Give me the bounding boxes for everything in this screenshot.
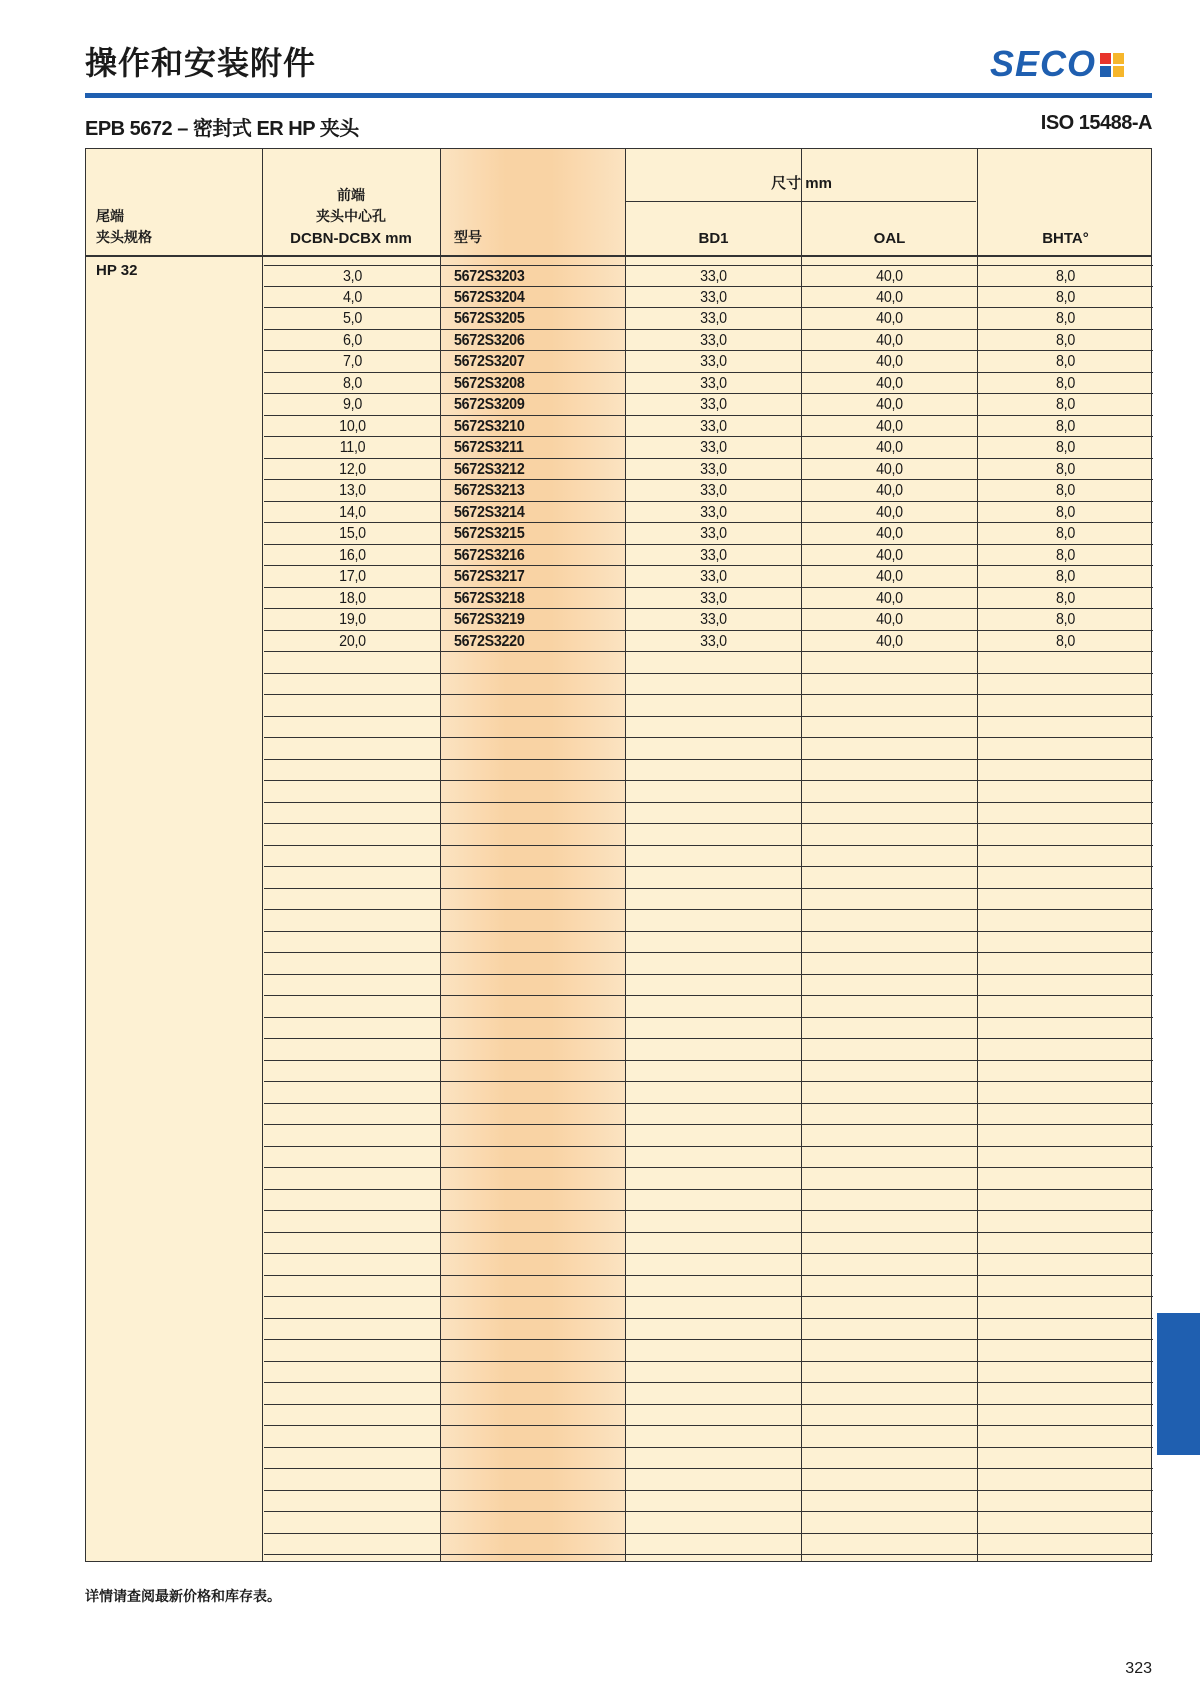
header-dimensions: 尺寸 mm bbox=[771, 175, 832, 192]
table-row-empty bbox=[264, 1362, 1153, 1384]
table-row-empty bbox=[264, 717, 1153, 739]
table-row-empty bbox=[264, 695, 1153, 717]
model-cell: 5672S3218 bbox=[454, 589, 525, 607]
table-row-empty bbox=[264, 1426, 1153, 1448]
bd1-cell: 33,0 bbox=[700, 374, 727, 392]
header-rule bbox=[85, 93, 1152, 98]
oal-cell: 40,0 bbox=[876, 374, 903, 392]
oal-cell: 40,0 bbox=[876, 546, 903, 564]
table-row bbox=[264, 480, 1153, 502]
dimension-group-rule bbox=[626, 201, 976, 202]
table-row-empty bbox=[264, 1512, 1153, 1534]
bhta-cell: 8,0 bbox=[1055, 482, 1076, 499]
table-row-empty bbox=[264, 1469, 1153, 1491]
header-oal: OAL bbox=[873, 230, 906, 247]
diameter-cell: 3,0 bbox=[342, 268, 363, 285]
diameter-cell: 20,0 bbox=[339, 632, 366, 650]
bhta-cell: 8,0 bbox=[1055, 460, 1076, 478]
bd1-cell: 33,0 bbox=[700, 546, 727, 564]
bd1-cell: 33,0 bbox=[700, 417, 727, 435]
oal-cell: 40,0 bbox=[876, 525, 903, 542]
oal-cell: 40,0 bbox=[876, 611, 903, 628]
page-title: 操作和安装附件 bbox=[85, 44, 317, 82]
table-row bbox=[264, 566, 1153, 588]
diameter-cell: 17,0 bbox=[339, 568, 366, 585]
model-cell: 5672S3203 bbox=[454, 268, 525, 285]
bd1-cell: 33,0 bbox=[700, 396, 727, 413]
diameter-cell: 6,0 bbox=[342, 331, 363, 349]
footnote: 详情请查阅最新价格和库存表。 bbox=[85, 1589, 281, 1605]
oal-cell: 40,0 bbox=[876, 417, 903, 435]
bhta-cell: 8,0 bbox=[1055, 353, 1076, 370]
table-row-empty bbox=[264, 846, 1153, 868]
header-front-line3: DCBN-DCBX mm bbox=[290, 230, 412, 247]
bhta-cell: 8,0 bbox=[1055, 268, 1076, 285]
diameter-cell: 8,0 bbox=[342, 374, 363, 392]
table-row-empty bbox=[264, 1276, 1153, 1298]
column-divider bbox=[262, 149, 263, 1561]
table-row bbox=[264, 437, 1153, 459]
bhta-cell: 8,0 bbox=[1055, 589, 1076, 607]
table-row-empty bbox=[264, 674, 1153, 696]
header-model: 型号 bbox=[454, 230, 482, 246]
bd1-cell: 33,0 bbox=[700, 589, 727, 607]
table-row-empty bbox=[264, 803, 1153, 825]
bhta-cell: 8,0 bbox=[1055, 374, 1076, 392]
header-tail-line1: 尾端 bbox=[96, 209, 124, 225]
diameter-cell: 5,0 bbox=[342, 310, 363, 327]
table-row-empty bbox=[264, 760, 1153, 782]
oal-cell: 40,0 bbox=[876, 268, 903, 285]
table-row-empty bbox=[264, 1491, 1153, 1513]
page-number: 323 bbox=[1125, 1660, 1152, 1677]
oal-cell: 40,0 bbox=[876, 632, 903, 650]
model-cell: 5672S3214 bbox=[454, 503, 525, 521]
bd1-cell: 33,0 bbox=[700, 611, 727, 628]
bd1-cell: 33,0 bbox=[700, 482, 727, 499]
oal-cell: 40,0 bbox=[876, 568, 903, 585]
bd1-cell: 33,0 bbox=[700, 331, 727, 349]
table-row bbox=[264, 545, 1153, 567]
model-cell: 5672S3212 bbox=[454, 460, 525, 478]
table-row bbox=[264, 287, 1153, 309]
bd1-cell: 33,0 bbox=[700, 310, 727, 327]
bhta-cell: 8,0 bbox=[1055, 632, 1076, 650]
oal-cell: 40,0 bbox=[876, 331, 903, 349]
table-row-empty bbox=[264, 910, 1153, 932]
header-bottom-rule bbox=[86, 255, 1151, 257]
table-row-empty bbox=[264, 1104, 1153, 1126]
oal-cell: 40,0 bbox=[876, 310, 903, 327]
table-row-empty bbox=[264, 1448, 1153, 1470]
model-cell: 5672S3208 bbox=[454, 374, 525, 392]
table-row-empty bbox=[264, 975, 1153, 997]
table-row bbox=[264, 631, 1153, 653]
table-row-empty bbox=[264, 889, 1153, 911]
seco-logo bbox=[990, 45, 1124, 83]
header-bhta: BHTA° bbox=[1042, 230, 1089, 247]
iso-standard: ISO 15488-A bbox=[1040, 112, 1152, 134]
table-row-empty bbox=[264, 1039, 1153, 1061]
table-row bbox=[264, 394, 1153, 416]
product-table bbox=[85, 148, 1152, 1562]
table-row-empty bbox=[264, 1254, 1153, 1276]
bhta-cell: 8,0 bbox=[1055, 568, 1076, 585]
header-front-line2: 夹头中心孔 bbox=[316, 209, 386, 225]
oal-cell: 40,0 bbox=[876, 460, 903, 478]
table-row-empty bbox=[264, 996, 1153, 1018]
table-row-empty bbox=[264, 1233, 1153, 1255]
bd1-cell: 33,0 bbox=[700, 288, 727, 306]
oal-cell: 40,0 bbox=[876, 589, 903, 607]
oal-cell: 40,0 bbox=[876, 503, 903, 521]
bhta-cell: 8,0 bbox=[1055, 611, 1076, 628]
table-row-empty bbox=[264, 781, 1153, 803]
table-row-empty bbox=[264, 1534, 1153, 1556]
bd1-cell: 33,0 bbox=[700, 268, 727, 285]
table-row-empty bbox=[264, 932, 1153, 954]
table-row bbox=[264, 502, 1153, 524]
bd1-cell: 33,0 bbox=[700, 439, 727, 456]
table-row-empty bbox=[264, 652, 1153, 674]
table-row-empty bbox=[264, 1018, 1153, 1040]
bhta-cell: 8,0 bbox=[1055, 396, 1076, 413]
bhta-cell: 8,0 bbox=[1055, 310, 1076, 327]
oal-cell: 40,0 bbox=[876, 353, 903, 370]
oal-cell: 40,0 bbox=[876, 482, 903, 499]
bhta-cell: 8,0 bbox=[1055, 525, 1076, 542]
section-side-tab bbox=[1157, 1313, 1200, 1455]
model-cell: 5672S3215 bbox=[454, 525, 525, 542]
bhta-cell: 8,0 bbox=[1055, 546, 1076, 564]
table-row-empty bbox=[264, 1147, 1153, 1169]
table-row bbox=[264, 416, 1153, 438]
model-cell: 5672S3213 bbox=[454, 482, 525, 499]
bhta-cell: 8,0 bbox=[1055, 417, 1076, 435]
bhta-cell: 8,0 bbox=[1055, 439, 1076, 456]
diameter-cell: 7,0 bbox=[342, 353, 363, 370]
oal-cell: 40,0 bbox=[876, 439, 903, 456]
model-cell: 5672S3217 bbox=[454, 568, 525, 585]
table-row-empty bbox=[264, 1061, 1153, 1083]
bd1-cell: 33,0 bbox=[700, 632, 727, 650]
model-cell: 5672S3219 bbox=[454, 611, 525, 628]
oal-cell: 40,0 bbox=[876, 288, 903, 306]
series-label: HP 32 bbox=[96, 262, 138, 279]
bd1-cell: 33,0 bbox=[700, 525, 727, 542]
bhta-cell: 8,0 bbox=[1055, 288, 1076, 306]
table-row bbox=[264, 588, 1153, 610]
table-row bbox=[264, 265, 1153, 287]
model-cell: 5672S3205 bbox=[454, 310, 525, 327]
model-cell: 5672S3220 bbox=[454, 632, 525, 650]
model-cell: 5672S3209 bbox=[454, 396, 525, 413]
diameter-cell: 18,0 bbox=[339, 589, 366, 607]
diameter-cell: 19,0 bbox=[339, 611, 366, 628]
table-row-empty bbox=[264, 953, 1153, 975]
table-row-empty bbox=[264, 1190, 1153, 1212]
table-row-empty bbox=[264, 1405, 1153, 1427]
bd1-cell: 33,0 bbox=[700, 460, 727, 478]
table-row-empty bbox=[264, 1340, 1153, 1362]
table-row-empty bbox=[264, 867, 1153, 889]
table-row bbox=[264, 609, 1153, 631]
table-row-empty bbox=[264, 1082, 1153, 1104]
oal-cell: 40,0 bbox=[876, 396, 903, 413]
bd1-cell: 33,0 bbox=[700, 568, 727, 585]
model-cell: 5672S3211 bbox=[454, 439, 524, 456]
bhta-cell: 8,0 bbox=[1055, 503, 1076, 521]
table-row-empty bbox=[264, 824, 1153, 846]
table-row-empty bbox=[264, 1383, 1153, 1405]
table-row-empty bbox=[264, 738, 1153, 760]
diameter-cell: 13,0 bbox=[339, 482, 366, 499]
model-cell: 5672S3207 bbox=[454, 353, 525, 370]
table-row bbox=[264, 351, 1153, 373]
logo-squares-icon bbox=[1100, 53, 1124, 77]
diameter-cell: 4,0 bbox=[342, 288, 363, 306]
table-row-empty bbox=[264, 1319, 1153, 1341]
diameter-cell: 9,0 bbox=[342, 396, 363, 413]
header-bd1: BD1 bbox=[698, 230, 729, 247]
table-row bbox=[264, 308, 1153, 330]
model-cell: 5672S3204 bbox=[454, 288, 525, 306]
table-row bbox=[264, 459, 1153, 481]
model-cell: 5672S3216 bbox=[454, 546, 525, 564]
table-row-empty bbox=[264, 1168, 1153, 1190]
logo-text: SECO bbox=[990, 43, 1097, 84]
diameter-cell: 10,0 bbox=[339, 417, 366, 435]
model-cell: 5672S3206 bbox=[454, 331, 525, 349]
diameter-cell: 14,0 bbox=[339, 503, 366, 521]
header-front-line1: 前端 bbox=[337, 188, 365, 204]
bhta-cell: 8,0 bbox=[1055, 331, 1076, 349]
diameter-cell: 12,0 bbox=[339, 460, 366, 478]
table-row-empty bbox=[264, 1297, 1153, 1319]
model-cell: 5672S3210 bbox=[454, 417, 525, 435]
diameter-cell: 11,0 bbox=[339, 439, 366, 456]
table-row-empty bbox=[264, 1211, 1153, 1233]
table-row-empty bbox=[264, 1125, 1153, 1147]
bd1-cell: 33,0 bbox=[700, 503, 727, 521]
bd1-cell: 33,0 bbox=[700, 353, 727, 370]
table-row bbox=[264, 330, 1153, 352]
table-row bbox=[264, 523, 1153, 545]
diameter-cell: 15,0 bbox=[339, 525, 366, 542]
diameter-cell: 16,0 bbox=[339, 546, 366, 564]
table-row bbox=[264, 373, 1153, 395]
product-subtitle: EPB 5672 – 密封式 ER HP 夹头 bbox=[85, 118, 359, 140]
header-tail-line2: 夹头规格 bbox=[96, 230, 152, 246]
